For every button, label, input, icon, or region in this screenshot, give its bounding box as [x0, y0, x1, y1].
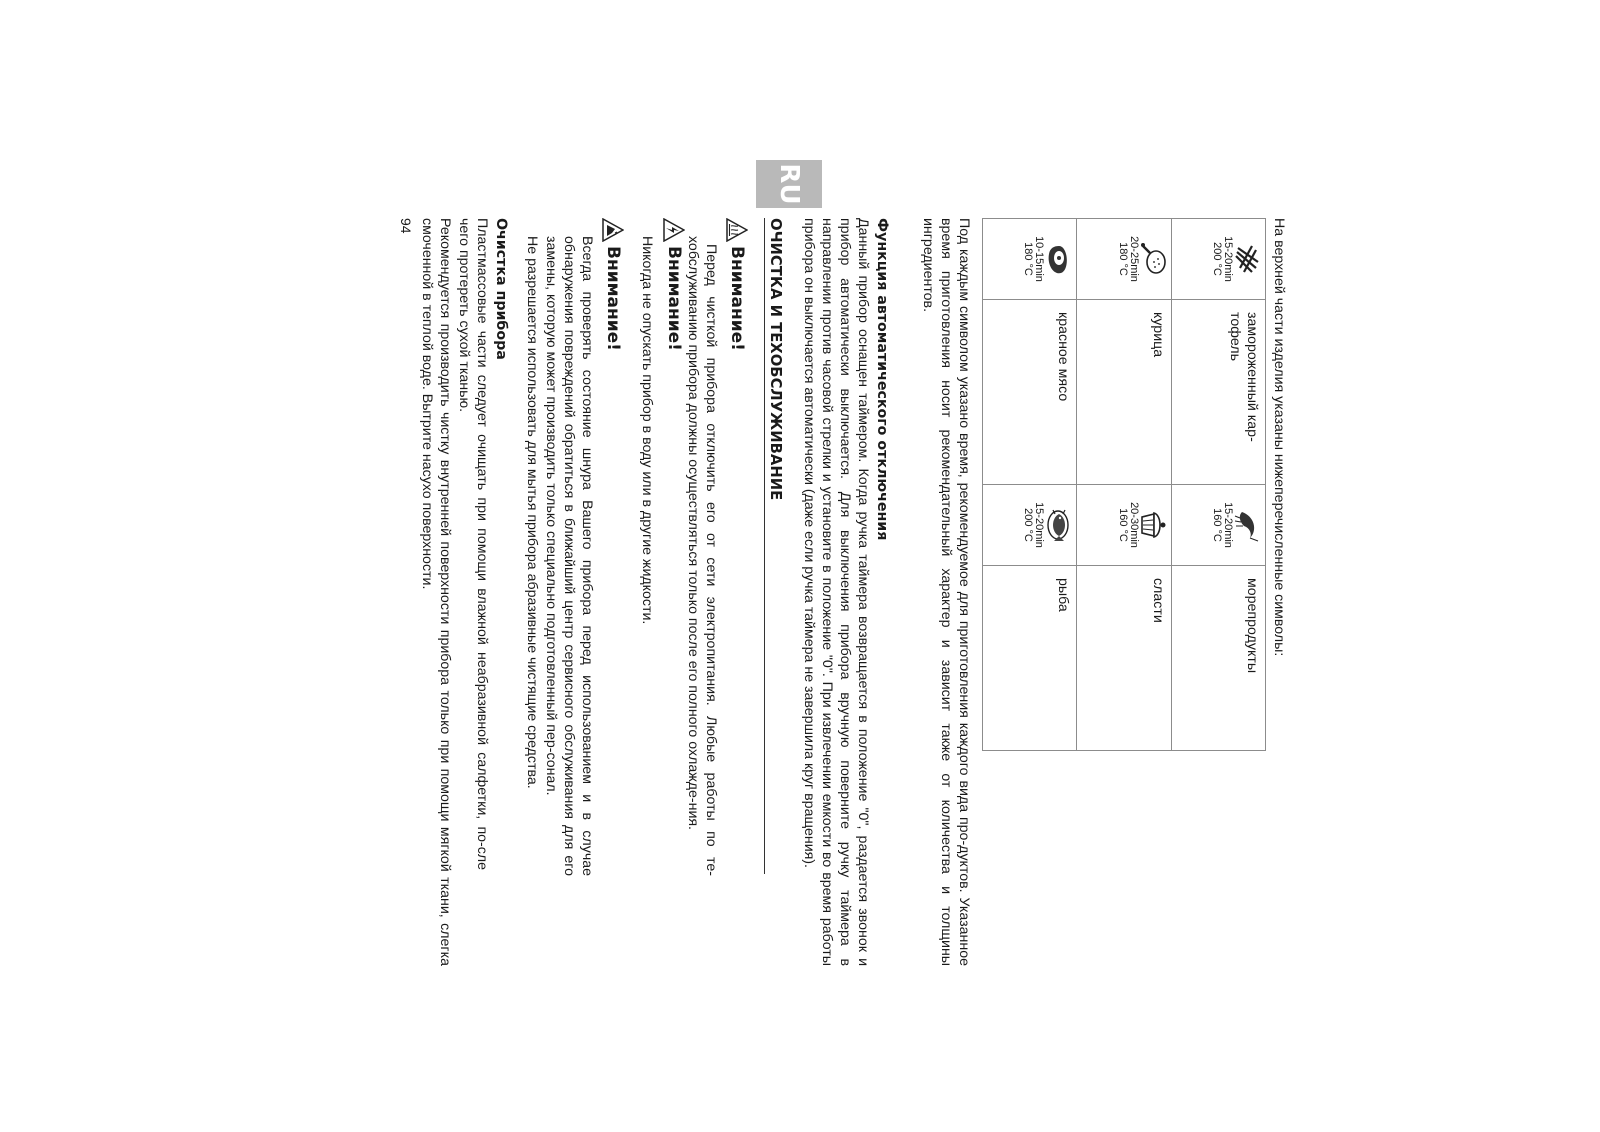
hot-surface-warning-icon — [726, 218, 748, 242]
maintenance-heading: ОЧИСТКА И ТЕХОБСЛУЖИВАНИЕ — [764, 218, 784, 874]
chicken-leg-icon — [1140, 242, 1168, 276]
cooking-symbols-table — [982, 218, 1266, 751]
cooking-time: 20-25min — [1127, 236, 1140, 282]
symbols-description: Под каждым символом указано время, рекомендуемое для приготовления каждого вида про-дуктов. Указанное время приготовления носит рекомендательный характер и зависит также от количества и толщины ингредиентов. — [920, 218, 972, 966]
cooking-temp: 160 °C — [1211, 508, 1223, 542]
symbol-cell — [983, 485, 1077, 566]
water-hazard-warning-icon — [602, 218, 624, 242]
table-row — [983, 219, 1077, 751]
warning-text: Никогда не опускать прибор в воду или в другие жидкости. — [639, 236, 655, 625]
cooking-temp: 160 °C — [1116, 508, 1129, 542]
symbol-cell — [1077, 219, 1171, 300]
food-name: рыба — [983, 566, 1077, 751]
cleaning-text: Пластмассовые части следует очищать при помощи влажной неабразивной салфетки, по-сле чего протереть сухой тканью. — [456, 218, 490, 870]
warning-title: Внимание! — [603, 246, 623, 351]
cooking-time: 15-20min — [1222, 502, 1234, 548]
warning-heading — [726, 218, 748, 351]
fish-icon — [1045, 508, 1073, 542]
cooking-temp: 180 °C — [1022, 242, 1035, 276]
steak-icon — [1045, 242, 1073, 276]
warning-title: Внимание! — [727, 246, 747, 351]
auto-off-text: Данный прибор оснащен таймером. Когда ручка таймера возвращается в положение "0", раздается звонок и прибор автоматически выключается. Для выключения прибора вручную поверните ручку таймера в направлении против часовой стрелки и установите в положение "0". При извлечении емкости во время работы прибора он выключается автоматически (даже если ручка таймера не завершила круг вращения). — [801, 218, 871, 966]
electric-shock-warning-icon — [663, 218, 685, 242]
cooking-temp: 200 °C — [1022, 508, 1035, 542]
cooking-time: 20-30min — [1127, 502, 1140, 548]
cooking-temp: 180 °C — [1116, 242, 1129, 276]
warning-heading — [663, 218, 685, 351]
language-tab: RU — [756, 160, 822, 208]
table-row — [1077, 219, 1171, 751]
symbol-cell — [1077, 485, 1171, 566]
cleaning-heading: Очистка прибора — [493, 218, 509, 360]
intro-text: На верхней части изделия указаны нижеперечисленные символы: — [1271, 218, 1287, 657]
food-name: замороженный кар-тофель — [1171, 300, 1265, 485]
cleaning-text: Рекомендуется производить чистку внутренней поверхности прибора только при помощи мягкой ткани, слегка смоченной в теплой воде. Вытрите насухо поверхности. — [419, 218, 453, 966]
shrimp-icon — [1234, 508, 1262, 542]
abrasives-note: Не разрешается использовать для мытья прибора абразивные чистящие средства. — [524, 236, 540, 789]
food-name: курица — [1077, 300, 1171, 485]
symbol-cell — [1171, 485, 1265, 566]
warning-heading — [602, 218, 624, 351]
page-number: 94 — [398, 218, 414, 234]
cake-icon — [1140, 508, 1168, 542]
cooking-time: 15-20min — [1222, 236, 1234, 282]
warning-text: Перед чисткой прибора отключить его от сети электропитания. Любые работы по те-хобслуживанию прибора должны осуществляться только после его полного охлажде-ния. — [685, 236, 719, 876]
food-name: красное мясо — [983, 300, 1077, 485]
symbol-cell — [983, 219, 1077, 300]
table-row — [1171, 219, 1265, 751]
warning-title: Внимание! — [664, 246, 684, 351]
food-name: морепродукты — [1171, 566, 1265, 751]
warning-text: Всегда проверять состояние шнура Вашего прибора перед использованием и в случае обнаружения повреждений обратиться в ближайший центр сервисного обслуживания для его замены, которую может производить только специально подготовленный пер-сонал. — [543, 236, 595, 876]
food-name: сласти — [1077, 566, 1171, 751]
auto-off-heading: Функция автоматического отключения — [874, 218, 890, 541]
cooking-time: 15-20min — [1033, 502, 1046, 548]
cooking-temp: 200 °C — [1211, 242, 1223, 276]
symbol-cell — [1171, 219, 1265, 300]
fries-icon — [1234, 242, 1262, 276]
cooking-time: 10-15min — [1033, 236, 1046, 282]
